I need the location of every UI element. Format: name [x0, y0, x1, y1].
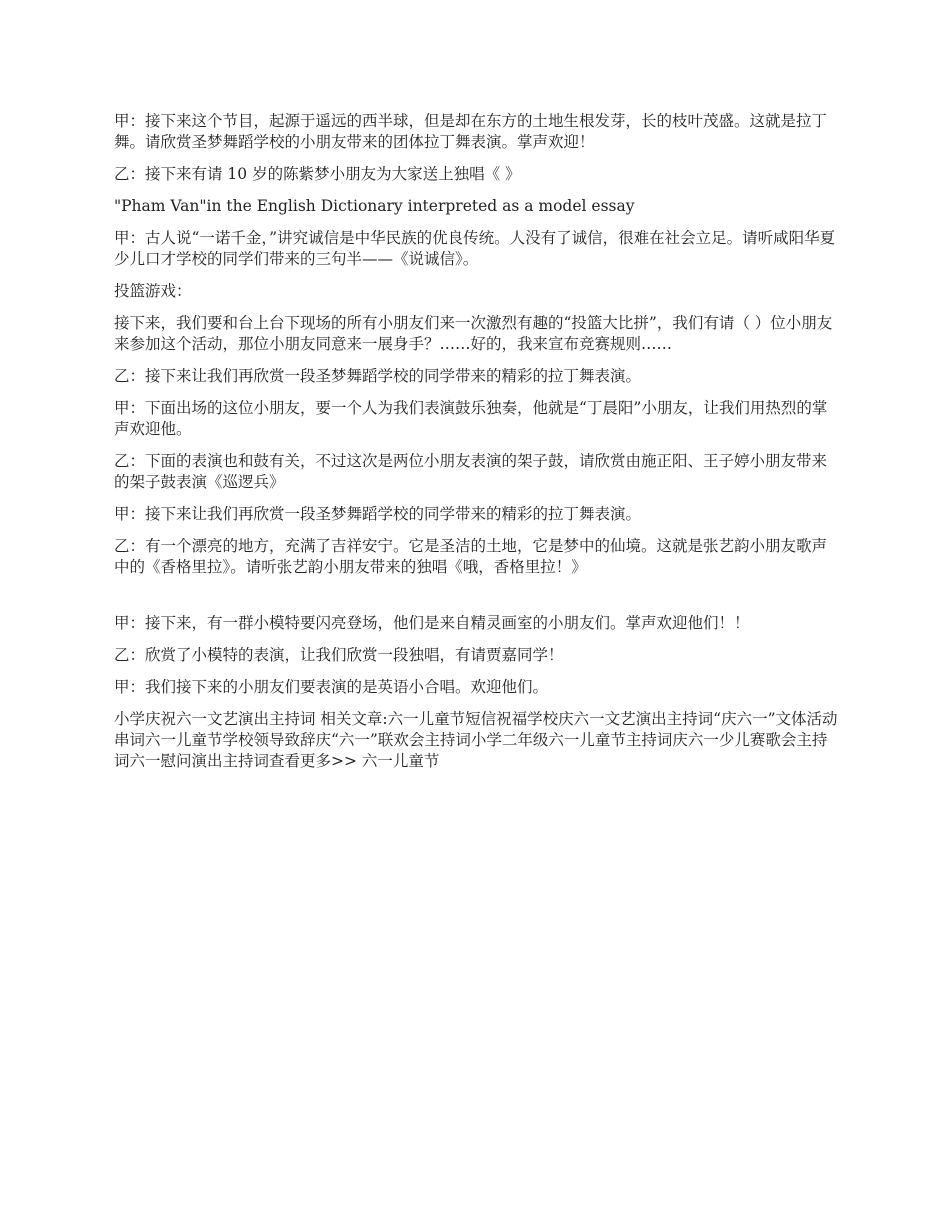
paragraph-latin-dance-third: 甲：接下来让我们再欣赏一段圣梦舞蹈学校的同学带来的精彩的拉丁舞表演。	[114, 505, 642, 523]
paragraph-related-articles: 小学庆祝六一文艺演出主持词 相关文章:六一儿童节短信祝福学校庆六一文艺演出主持词“庆六一”文体活动串词六一儿童节学校领导致辞庆“六一”联欢会主持词小学二年级六一儿童节主持词庆六一少儿赛歌会主持词六一慰问演出主持词查看更多>> 六一儿童节	[114, 710, 838, 770]
paragraph-drum-set-intro: 乙：下面的表演也和鼓有关，不过这次是两位小朋友表演的架子鼓，请欣赏由施正阳、王子婷小朋友带来的架子鼓表演《巡逻兵》	[114, 452, 828, 491]
paragraph-english-note: "Pham Van"in the English Dictionary interpreted as a model essay	[114, 197, 635, 215]
paragraph-shangri-la-intro: 乙：有一个漂亮的地方，充满了吉祥安宁。它是圣洁的土地，它是梦中的仙境。这就是张艺韵小朋友歌声中的《香格里拉》。请听张艺韵小朋友带来的独唱《哦，香格里拉！》	[114, 537, 828, 576]
paragraph-latin-dance-again: 乙：接下来让我们再欣赏一段圣梦舞蹈学校的同学带来的精彩的拉丁舞表演。	[114, 367, 642, 385]
paragraph-models-intro: 甲：接下来，有一群小模特要闪亮登场，他们是来自精灵画室的小朋友们。掌声欢迎他们！！	[114, 614, 750, 632]
paragraph-english-chorus-intro: 甲：我们接下来的小朋友们要表演的是英语小合唱。欢迎他们。	[114, 678, 549, 696]
paragraph-solo-song-intro: 乙：接下来有请 10 岁的陈紫梦小朋友为大家送上独唱《 》	[114, 165, 521, 183]
paragraph-basketball-game-rules: 接下来，我们要和台上台下现场的所有小朋友们来一次激烈有趣的“投篮大比拼”，我们有请（ ）位小朋友来参加这个活动，那位小朋友同意来一展身手？……好的，我来宣布竞赛规则……	[114, 314, 833, 353]
paragraph-honesty-intro: 甲：古人说“一诺千金，”讲究诚信是中华民族的优良传统。人没有了诚信，很难在社会立足。请听咸阳华夏少儿口才学校的同学们带来的三句半——《说诚信》。	[114, 229, 836, 268]
blank-line	[114, 589, 840, 613]
paragraph-basketball-game-heading: 投篮游戏：	[114, 282, 192, 300]
paragraph-drum-solo-intro: 甲：下面出场的这位小朋友，要一个人为我们表演鼓乐独奏，他就是“丁晨阳”小朋友，让我们用热烈的掌声欢迎他。	[114, 399, 828, 438]
paragraph-latin-dance-intro: 甲：接下来这个节目，起源于遥远的西半球，但是却在东方的土地生根发芽，长的枝叶茂盛。这就是拉丁舞。请欣赏圣梦舞蹈学校的小朋友带来的团体拉丁舞表演。掌声欢迎！	[114, 112, 828, 151]
paragraph-solo-jia-intro: 乙：欣赏了小模特的表演，让我们欣赏一段独唱，有请贾嘉同学！	[114, 646, 564, 664]
